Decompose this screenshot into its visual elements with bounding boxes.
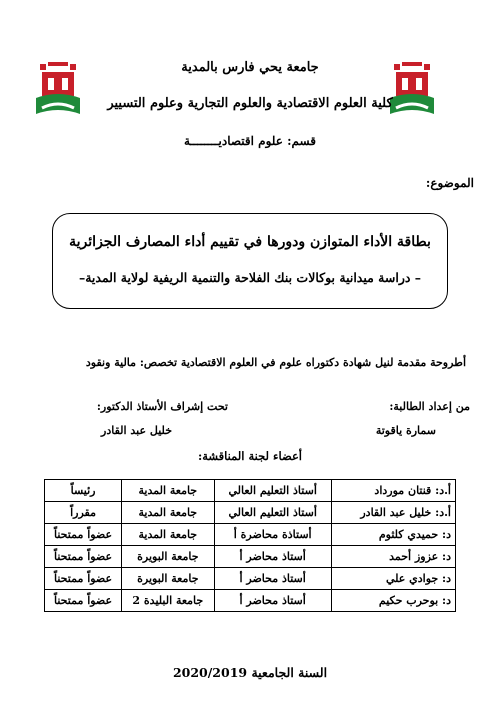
- jury-label: أعضاء لجنة المناقشة:: [198, 449, 302, 463]
- academic-year: السنة الجامعية 2020/2019: [172, 665, 328, 680]
- jury-member-role: مقرراً: [45, 502, 122, 524]
- jury-member-rank: أستاذ محاضر أ: [214, 546, 331, 568]
- title-box: [52, 213, 448, 309]
- university-name: جامعة يحي فارس بالمدية: [181, 60, 319, 75]
- jury-member-role: عضواً ممتحناً: [45, 568, 122, 590]
- jury-member-rank: أستاذ محاضر أ: [214, 590, 331, 612]
- jury-member-name: أ.د: خليل عبد القادر: [331, 502, 455, 524]
- jury-member-rank: أستاذ التعليم العالي: [214, 502, 331, 524]
- supervisor-name: خليل عبد القادر: [101, 424, 172, 437]
- table-row: [45, 568, 456, 590]
- jury-member-rank: أستاذ التعليم العالي: [214, 480, 331, 502]
- thesis-statement: أطروحة مقدمة لنيل شهادة دكتوراه علوم في العلوم الاقتصادية تخصص: مالية ونقود: [85, 356, 466, 369]
- jury-member-institution: جامعة المدية: [122, 502, 215, 524]
- jury-member-institution: جامعة البليدة 2: [122, 590, 215, 612]
- table-row: [45, 590, 456, 612]
- jury-member-role: عضواً ممتحناً: [45, 546, 122, 568]
- jury-member-role: رئيساً: [45, 480, 122, 502]
- jury-member-name: د: بوحرب حكيم: [331, 590, 455, 612]
- table-row: [45, 546, 456, 568]
- subject-label: الموضوع:: [425, 176, 474, 190]
- jury-member-name: د: عزوز أحمد: [331, 546, 455, 568]
- supervisor-label: تحت إشراف الأستاذ الدكتور:: [96, 400, 228, 413]
- faculty-name: كلية العلوم الاقتصادية والعلوم التجارية وعلوم التسيير: [107, 96, 393, 111]
- jury-member-rank: أستاذة محاضرة أ: [214, 524, 331, 546]
- jury-member-name: أ.د: قنتان مورداد: [331, 480, 455, 502]
- jury-member-institution: جامعة المدية: [122, 480, 215, 502]
- table-row: [45, 480, 456, 502]
- jury-member-name: د: حميدي كلثوم: [331, 524, 455, 546]
- table-row: [45, 502, 456, 524]
- thesis-title: بطاقة الأداء المتوازن ودورها في تقييم أداء المصارف الجزائرية: [69, 234, 431, 250]
- table-row: [45, 524, 456, 546]
- jury-member-institution: جامعة البويرة: [122, 546, 215, 568]
- jury-member-role: عضواً ممتحناً: [45, 524, 122, 546]
- jury-member-name: د: جوادي علي: [331, 568, 455, 590]
- jury-table: [44, 479, 456, 612]
- student-name: سمارة ياقوتة: [375, 424, 436, 437]
- jury-member-institution: جامعة البويرة: [122, 568, 215, 590]
- thesis-subtitle: – دراسة ميدانية بوكالات بنك الفلاحة والتنمية الريفية لولاية المدية–: [78, 270, 422, 285]
- department-name: قسم: علوم اقتصاديــــــــة: [184, 134, 316, 148]
- student-label: من إعداد الطالبة:: [389, 400, 470, 413]
- jury-member-rank: أستاذ محاضر أ: [214, 568, 331, 590]
- jury-member-role: عضواً ممتحناً: [45, 590, 122, 612]
- jury-member-institution: جامعة المدية: [122, 524, 215, 546]
